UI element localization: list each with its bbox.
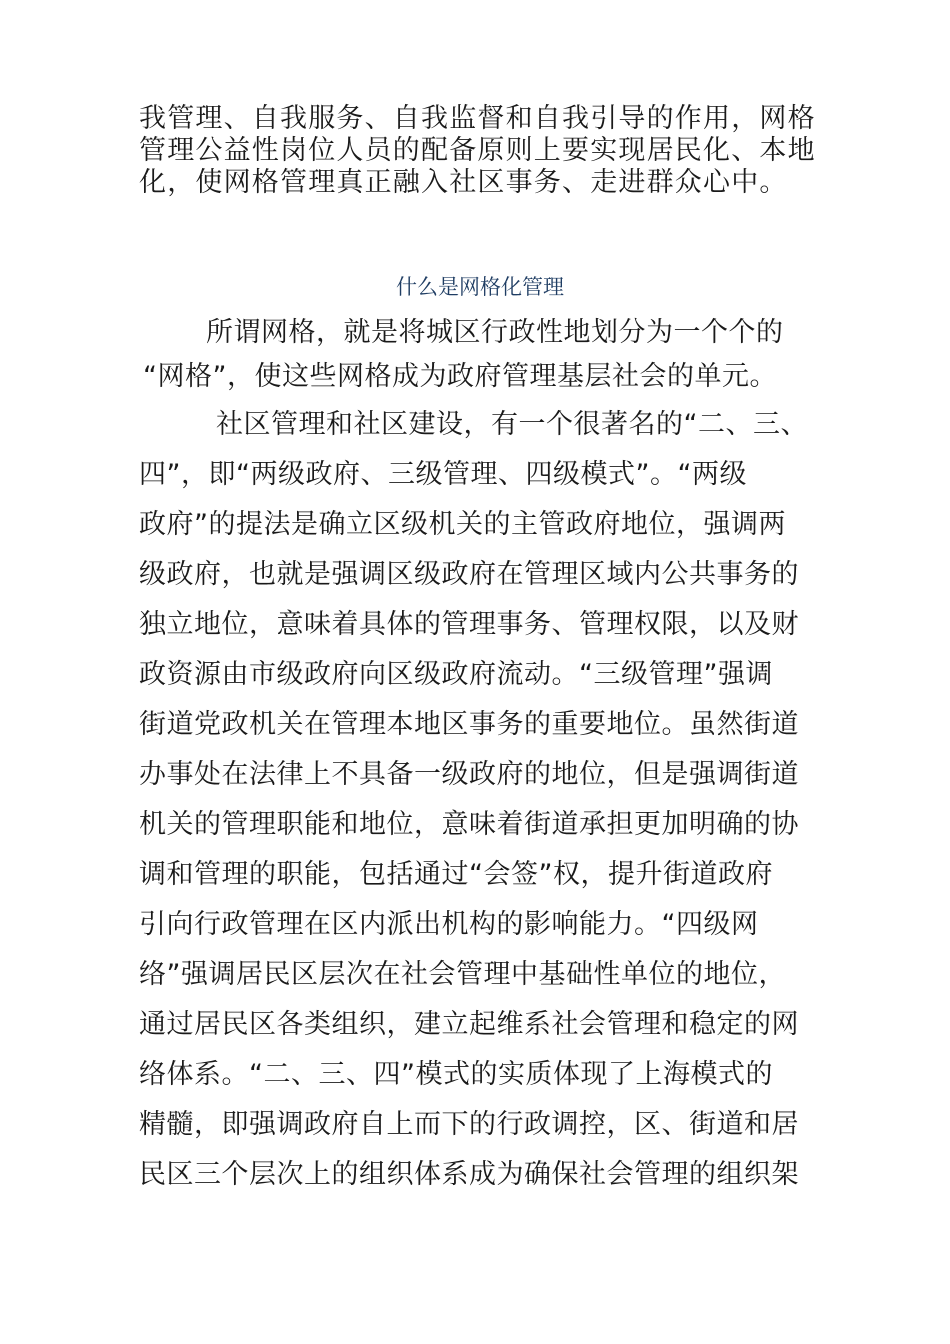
text-line: 政资源由市级政府向区级政府流动。“三级管理”强调 xyxy=(139,659,773,690)
text-line: 街道党政机关在管理本地区事务的重要地位。虽然街道 xyxy=(139,709,799,740)
text-line: 我管理、自我服务、自我监督和自我引导的作用，网格 xyxy=(139,103,816,134)
text-line: 四”，即“两级政府、三级管理、四级模式”。“两级 xyxy=(139,459,747,490)
text-line: 络体系。“二、三、四”模式的实质体现了上海模式的 xyxy=(139,1059,773,1090)
text-line: 民区三个层次上的组织体系成为确保社会管理的组织架 xyxy=(139,1159,799,1190)
text-line: 独立地位，意味着具体的管理事务、管理权限，以及财 xyxy=(139,609,799,640)
text-line: 管理公益性岗位人员的配备原则上要实现居民化、本地 xyxy=(139,135,816,166)
text-line: 级政府，也就是强调区级政府在管理区域内公共事务的 xyxy=(139,559,799,590)
text-line: 通过居民区各类组织，建立起维系社会管理和稳定的网 xyxy=(139,1009,799,1040)
text-line: 引向行政管理在区内派出机构的影响能力。“四级网 xyxy=(139,909,759,940)
text-line: 精髓，即强调政府自上而下的行政调控，区、街道和居 xyxy=(139,1109,799,1140)
text-line: 化，使网格管理真正融入社区事务、走进群众心中。 xyxy=(139,167,788,198)
text-line: 社区管理和社区建设，有一个很著名的“二、三、 xyxy=(216,409,808,440)
text-line: 办事处在法律上不具备一级政府的地位，但是强调街道 xyxy=(139,759,799,790)
text-line: 所谓网格，就是将城区行政性地划分为一个个的 xyxy=(206,317,784,348)
text-line: 调和管理的职能，包括通过“会签”权，提升街道政府 xyxy=(139,859,773,890)
text-line: 政府”的提法是确立区级机关的主管政府地位，强调两 xyxy=(139,509,786,540)
text-line: “网格”，使这些网格成为政府管理基层社会的单元。 xyxy=(143,361,777,392)
text-line: 机关的管理职能和地位，意味着街道承担更加明确的协 xyxy=(139,809,799,840)
section-heading: 什么是网格化管理 xyxy=(396,275,564,299)
text-line: 络”强调居民区层次在社会管理中基础性单位的地位， xyxy=(139,959,786,990)
